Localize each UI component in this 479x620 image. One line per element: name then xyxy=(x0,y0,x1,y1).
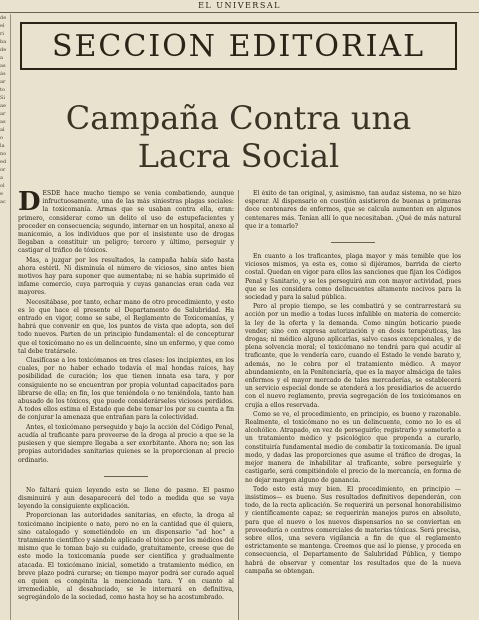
margin-fragment: ac xyxy=(0,199,6,205)
paragraph-text: En cuanto a los traficantes, plaga mayor y más temible que los viciosos mismos, ya esta es, como si dijéramos, barrida de cierto costal. Quedan en vigor para ellos las sanciones que fijan los Códigos Penal y Sanitario, y se les perseguirá aun con mayor actividad, pues que se les considera como delincuentes altamente nocivos para la sociedad y para la salud pública. xyxy=(245,253,461,302)
section-divider xyxy=(245,237,461,247)
paragraph xyxy=(18,257,234,298)
left-margin-fragments xyxy=(0,14,11,620)
margin-fragment: Si xyxy=(0,95,6,101)
paragraph xyxy=(245,190,461,231)
paragraph-text: Necesitábase, por tanto, echar mano de otro procedimiento, y esto es lo que hace el presente el Departamento de Salubridad. Ha entrado en vigor, como se sabe, el Reglamento de Toxicomanías, y habrá que convenir en que, los puntos de vista que adopta, son del todo nuevos. Parten de un principio fundamental: el de concepturar que el toxicómano no es un delincuente, sino un enfermo, y que como tal debe tratársele. xyxy=(18,298,234,355)
margin-fragment: as xyxy=(0,119,6,125)
paragraph xyxy=(245,253,461,302)
paragraph-text: Como se ve, el procedimiento, en principio, es bueno y razonable. Realmente, el toxicómano no es un delincuente, como no lo es el alcohólico. Atrapado, en vez de perseguirlo; registrarlo y someterlo a un tratamiento médico y psicológico que propenda a curarlo, constituiría fundamental medio de combatir la toxicomanía. De igual modo, y dadas las proporciones que asume el tráfico de drogas, la mejor manera de inhabilitar al traficante, sobre perseguirle y castigarle, será compitiéndole el precio de la mercancía, en forma de no dejar margen alguno de ganancia. xyxy=(245,410,461,484)
paragraph xyxy=(18,512,234,602)
paragraph-text: Pero al propio tiempo, se les combatirá y se contrarrestará su acción por un medio a todas luces infalible en materia de comercio: la ley de la oferta y la demanda. Como ningún boticario puede vender, sino con expresa autorización y en dosis terapéuticas, las drogas; ni médico alguno aplicarlas, salvo casos excepcionales, y de plena solvencia moral; el toxicómano no tendrá para qué acudir al traficante, que le vendería caro, cuando el Estado le vende barato y, además, no le cobra por el tratamiento médico. A mayor abundamiento, en la Penitenciaría, que es la mayor almáciga de tales enfermos y el mayor mercado de tales mercaderías, se establecerá un servicio especial donde se atenderá a los presidiarios de acuerdo con el nuevo reglamento, previa segregación de los toxicómanos en crujía a ellos reservada. xyxy=(245,303,461,409)
paragraph xyxy=(18,424,234,465)
section-divider xyxy=(18,471,234,481)
margin-fragment: as xyxy=(0,63,6,69)
margin-fragment: ed xyxy=(0,159,7,165)
paragraph xyxy=(245,303,461,410)
margin-fragment: ol xyxy=(0,183,5,189)
margin-fragment: or xyxy=(0,167,6,173)
margin-fragment: ar xyxy=(0,79,6,85)
paragraph-text: No faltará quien leyendo esto se llene de pasmo. El pasmo disminuirá y aun desaparecerá del todo a medida que se vaya leyendo la consiguiente explicación. xyxy=(18,486,234,511)
headline-line-2: Lacra Social xyxy=(137,137,340,175)
paragraph xyxy=(245,486,461,576)
paragraph-text: ESDE hace mucho tiempo se venía combatiendo, aunque infructuosamente, una de las más siniestras plagas sociales: la toxicomanía. Armas que se usaban contra ella, eran: primero, considerar como un delito el uso de estupefacientes y proceder en consecuencia; segundo, internar en un hospital, anexo al manicomio, a los individuos que por el insistente uso de drogas llegaban a constituir un peligro; tercero y último, perseguir y castigar el tráfico de tóxicos. xyxy=(18,190,234,255)
right-column xyxy=(245,190,461,620)
paragraph xyxy=(18,487,234,512)
margin-fragment: al xyxy=(0,127,5,133)
section-header-box xyxy=(20,22,457,70)
margin-fragment: ás xyxy=(0,71,6,77)
margin-fragment: a xyxy=(0,55,3,61)
margin-fragment: no xyxy=(0,151,7,157)
right-column-body xyxy=(245,190,461,231)
paragraph xyxy=(18,357,234,423)
left-column-body-continued xyxy=(18,487,234,603)
column-rule xyxy=(238,190,239,620)
paragraph xyxy=(18,299,234,356)
margin-fragment: o xyxy=(0,135,4,141)
margin-fragment: e xyxy=(0,191,3,197)
margin-fragment: ar xyxy=(0,111,6,117)
headline-line-1: Campaña Contra una xyxy=(65,99,412,137)
drop-cap: D xyxy=(18,190,41,217)
paragraph-text: Proporcionan las autoridades sanitarias, en efecto, la droga al toxicómano incipiente o nato, pero no en la cantidad que él quiera, sino catalogado y sometiéndolo en un dispensario "ad hoc" a tratamiento científico y sándole aplicado el tóxico por los médicos del mismo que le toman bajo su cuidado, gratuitamente, creese que de este modo la toxicomanía puede ser científica y gradualmente atacada. El toxicómano inicial, sometido a tratamiento médico, en breve plazo podrá curarse; en tiempo mayor podrá ser curado aquel en quien es congénita la mencionada tara. Y en cuanto al irremediable, al desahuciado, se le internará en definitiva, segregándolo de la sociedad, como hasta hoy se ha acostumbrado. xyxy=(18,512,234,602)
left-column-body xyxy=(18,190,234,465)
margin-fragment: la xyxy=(0,143,5,149)
paragraph-text: Todo esto está muy bien. El procedimiento, en principio —insistimos— es bueno. Sus resultados definitivos dependerán, con todo, de la recta aplicación. Se requerirá un personal honorabilísimo y científicamente capaz; se requerirán manejos puros en absoluto, para que el nuevo o los nuevos dispensarios no se conviertan en proveeduría o centros comerciales de materias tóxicas. Será precisa, sobre ellos, una severa vigilancia a fin de que el reglamento estrictamente se mantenga. Creemos que así lo piense, y proceda en consecuencia, el Departamento de Salubridad Pública, y tiempo habrá de observar y comentar los resultados que de la nueva campaña se obtengan. xyxy=(245,485,461,575)
paragraph-text: Clasifícase a los toxicómanos en tres clases: los incipientes, en los cuales, por no haber echado todavía el mal hondas raíces, hay posibilidad de curación; los que tienen innata esa tara, y por consiguiente no se encuentran por propia voluntad capacitados para librarse de ella; en fin, los que teniéndola o no teniéndola, tanto han abusado de los tóxicos, que puede considerárseles viciosos perdidos. A todos ellos estima el Estado que debe tomar los por su cuenta a fin de conjurar la amenaza que entrañan para la colectividad. xyxy=(18,357,234,422)
margin-fragment: ba xyxy=(0,39,7,45)
margin-fragment: de xyxy=(0,15,7,21)
margin-fragment: ri xyxy=(0,31,4,37)
paragraph-text: Antes, el toxicómano perseguido y bajo la acción del Código Penal, acudía al traficante para proveerse de la droga al precio a que se la pusiesen y que siempre llegaba a ser exorbitante. Ahora no; son las propias autoridades sanitarias quienes se la proporcionan al precio ordinario. xyxy=(18,423,234,464)
newspaper-masthead: EL UNIVERSAL xyxy=(0,0,479,13)
paragraph-text: El éxito de tan original, y, asimismo, tan audaz sistema, no se hizo esperar. Al dispensario en cuestión asistieron de buenas a primeras doce centenares de enfermos, que se calcula aumenten en algunos centenares más. Tenían allí lo que necesitaban. ¿Qué de más natural que ir a tomarlo? xyxy=(245,190,461,230)
margin-fragment: ae xyxy=(0,103,6,109)
right-column-body-continued xyxy=(245,253,461,576)
margin-fragment: el xyxy=(0,23,5,29)
left-column xyxy=(18,190,234,620)
margin-fragment: de xyxy=(0,47,7,53)
section-title: SECCION EDITORIAL xyxy=(51,28,426,64)
margin-fragment: a xyxy=(0,175,3,181)
paragraph xyxy=(18,190,234,256)
margin-fragment: to xyxy=(0,87,6,93)
paragraph-text: Mas, a juzgar por los resultados, la campaña había sido hasta ahora estéril. Ni disminuía el número de viciosos, sino antes bien motivos hay para suponer que aumentaba; ni se había suprimido el infame comercio, cuya parroquia y cuyas ganancias eran cada vez mayores. xyxy=(18,256,234,297)
paragraph xyxy=(245,411,461,485)
